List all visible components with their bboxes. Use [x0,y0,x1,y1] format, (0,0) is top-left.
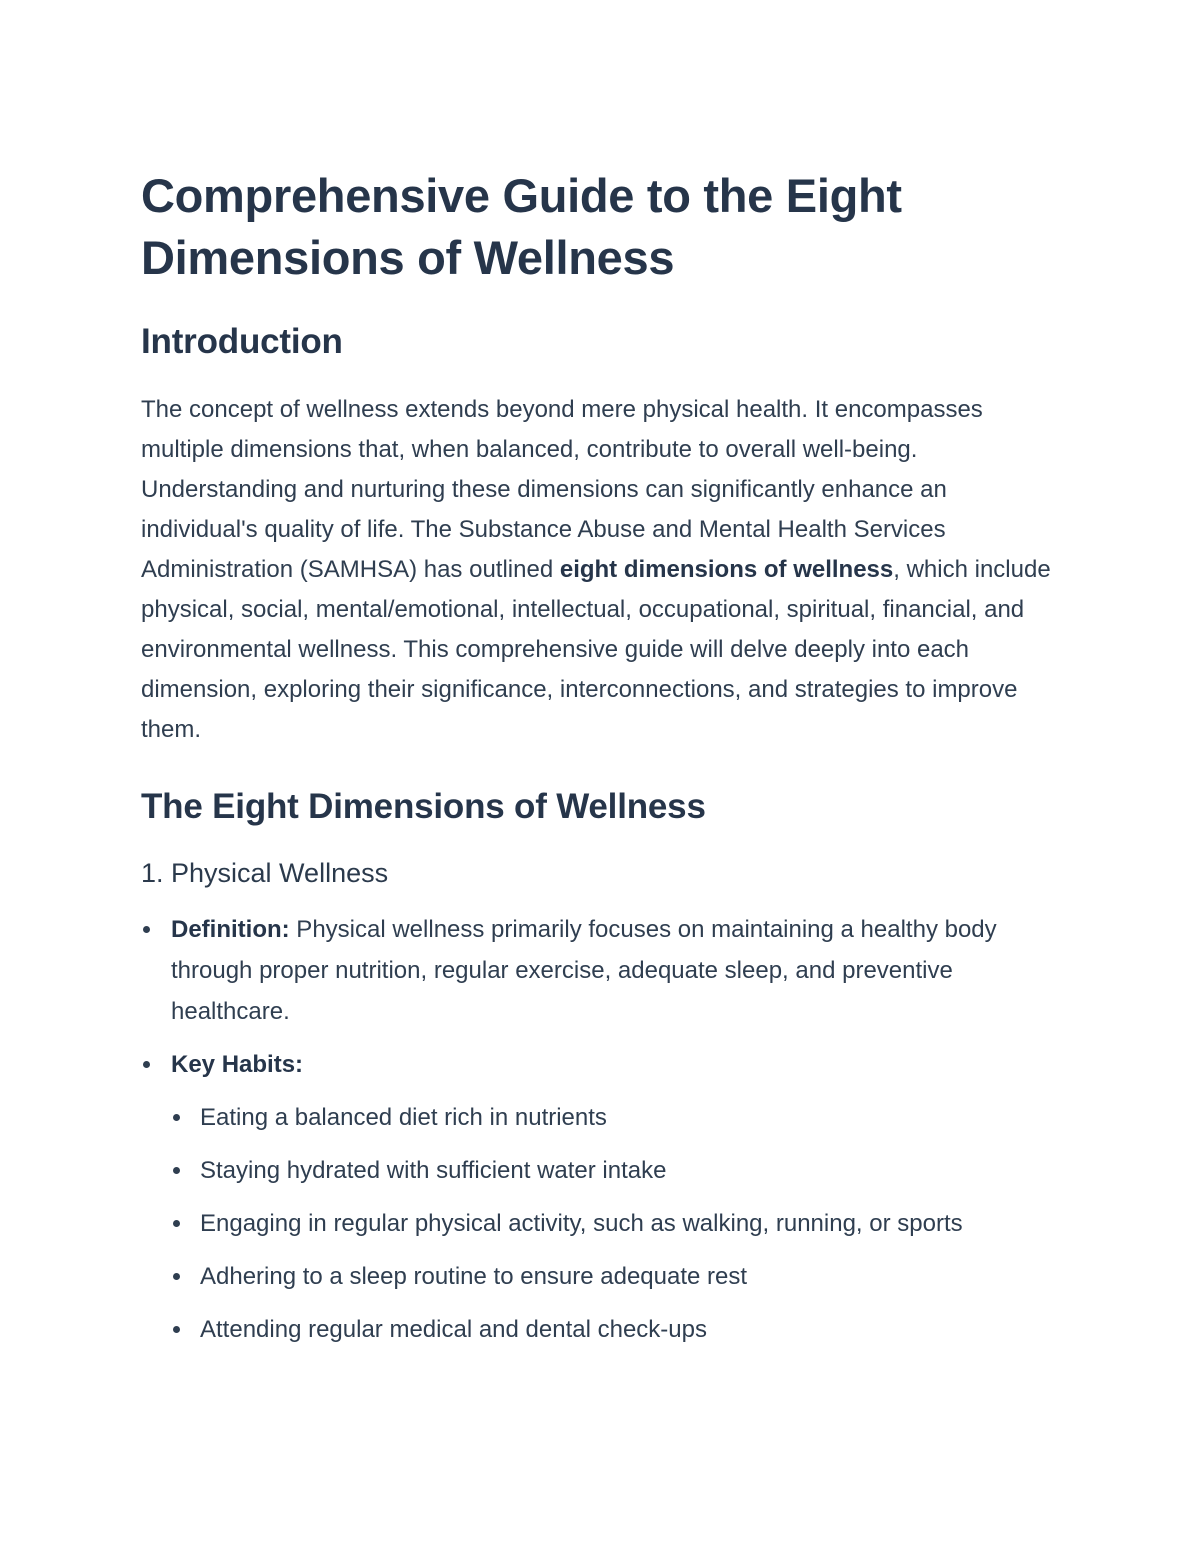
introduction-text-start: The concept of wellness extends beyond mere physical health. It encompasses multiple dimensions that, when balanced, contribute to overall well-being. Understanding and nurturing these dimensions can significantly enhance an individual's quality of life. The Substance Abuse and Mental Health Services Administration (SAMHSA) has outlined [141,396,983,583]
habit-text: Engaging in regular physical activity, such as walking, running, or sports [200,1210,963,1237]
introduction-heading: Introduction [141,322,343,361]
habit-item [171,1150,1061,1191]
definition-text: Physical wellness primarily focuses on maintaining a healthy body through proper nutrition, regular exercise, adequate sleep, and preventive healthcare. [171,916,997,1025]
key-habits-list [171,1097,1061,1350]
habit-item [171,1256,1061,1297]
habit-item [171,1203,1061,1244]
habit-item [171,1097,1061,1138]
document-title: Comprehensive Guide to the Eight Dimensions of Wellness [141,169,902,284]
bullet-icon [143,1061,150,1068]
document-page [141,165,1061,1350]
introduction-text-end: , which include physical, social, mental/emotional, intellectual, occupational, spiritual, financial, and environmental wellness. This comprehensive guide will delve deeply into each dimension, exploring their significance, interconnections, and strategies to improve them. [141,556,1051,743]
dimensions-heading: The Eight Dimensions of Wellness [141,787,706,826]
definition-list-item [141,909,1061,1032]
key-habits-label: Key Habits: [171,1051,304,1078]
habit-item [171,1309,1061,1350]
habit-text: Staying hydrated with sufficient water intake [200,1157,667,1184]
bullet-icon [173,1167,180,1174]
bullet-icon [143,926,150,933]
habit-text: Adhering to a sleep routine to ensure adequate rest [200,1263,748,1290]
habit-text: Attending regular medical and dental check-ups [200,1316,707,1343]
bullet-icon [173,1273,180,1280]
bullet-icon [173,1114,180,1121]
key-habits-list-item [141,1044,1061,1350]
physical-wellness-list [141,909,1061,1350]
introduction-paragraph [141,390,1061,750]
physical-wellness-heading: 1. Physical Wellness [141,858,389,888]
bullet-icon [173,1326,180,1333]
definition-label: Definition: [171,916,290,943]
habit-text: Eating a balanced diet rich in nutrients [200,1104,607,1131]
introduction-bold-text: eight dimensions of wellness [559,556,894,583]
bullet-icon [173,1220,180,1227]
